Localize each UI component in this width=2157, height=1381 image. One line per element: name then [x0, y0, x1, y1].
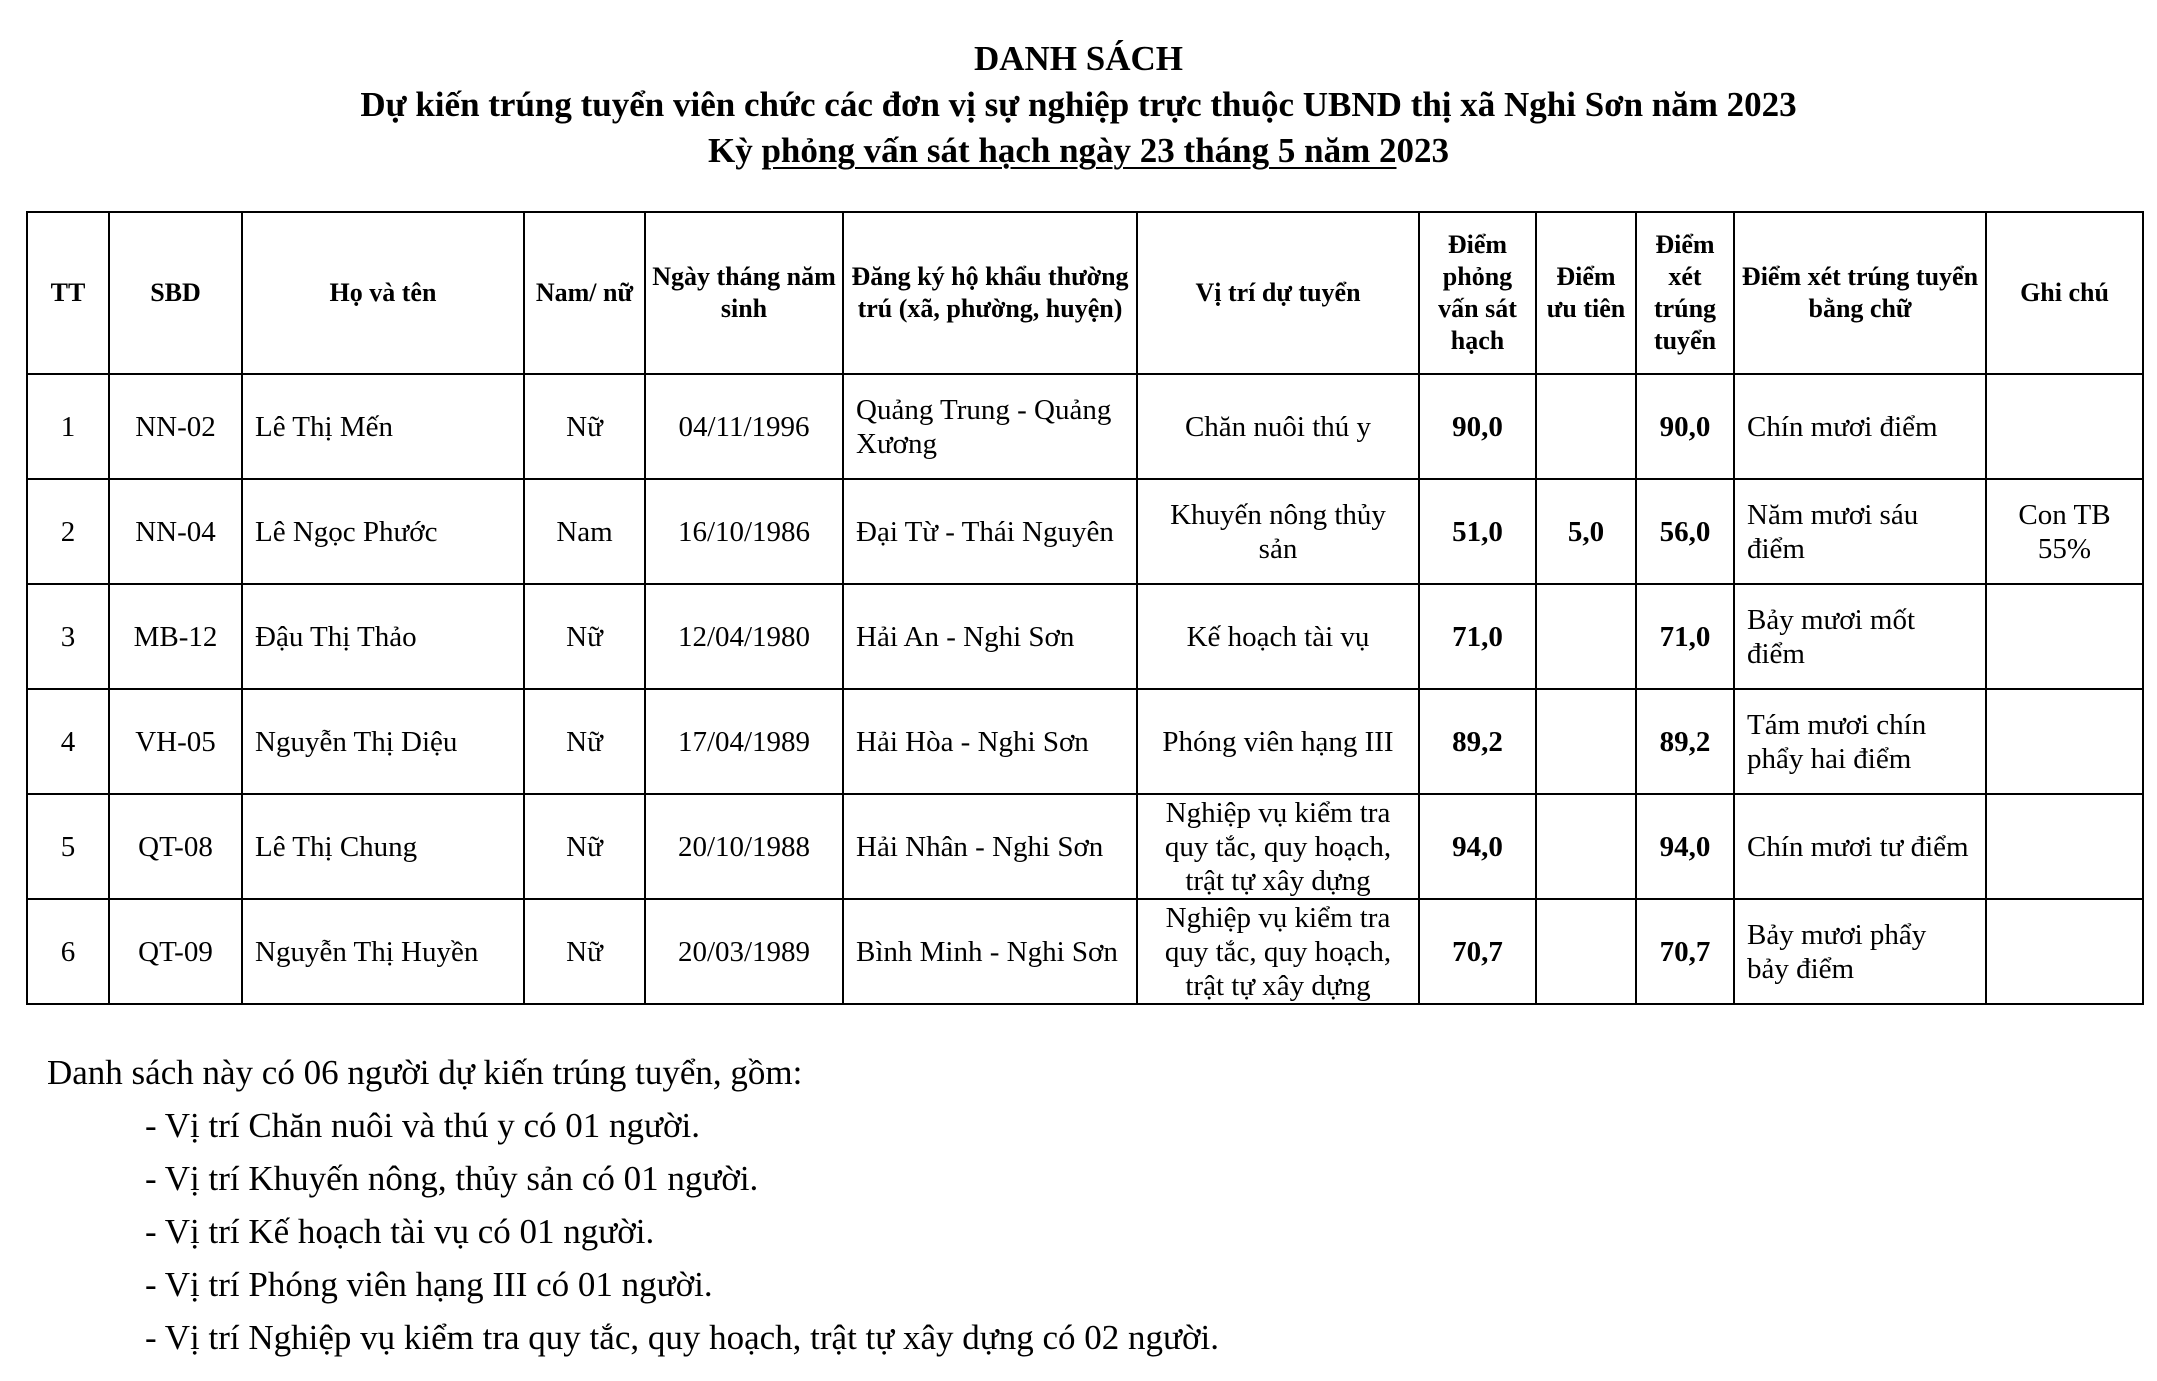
- cell-tt: 6: [27, 899, 109, 1004]
- title-line-3-underlined: phỏng vấn sát hạch ngày 23 tháng 5 năm 2: [761, 131, 1397, 170]
- cell-sbd: MB-12: [109, 584, 242, 689]
- header-score-in-words: Điểm xét trúng tuyển bằng chữ: [1734, 212, 1986, 374]
- cell-score-in-words: Năm mươi sáu điểm: [1734, 479, 1986, 584]
- summary-section: [47, 1046, 1219, 1364]
- cell-name: Lê Thị Mến: [242, 374, 524, 479]
- header-sbd: SBD: [109, 212, 242, 374]
- cell-priority-score: [1536, 584, 1636, 689]
- cell-tt: 1: [27, 374, 109, 479]
- cell-position: Chăn nuôi thú y: [1137, 374, 1419, 479]
- cell-name: Nguyễn Thị Huyền: [242, 899, 524, 1004]
- cell-priority-score: [1536, 374, 1636, 479]
- header-name: Họ và tên: [242, 212, 524, 374]
- cell-interview-score: 89,2: [1419, 689, 1536, 794]
- cell-tt: 2: [27, 479, 109, 584]
- cell-name: Lê Ngọc Phước: [242, 479, 524, 584]
- cell-score-in-words: Tám mươi chín phẩy hai điểm: [1734, 689, 1986, 794]
- header-note: Ghi chú: [1986, 212, 2143, 374]
- cell-position: Nghiệp vụ kiểm tra quy tắc, quy hoạch, trật tự xây dựng: [1137, 794, 1419, 899]
- cell-dob: 17/04/1989: [645, 689, 843, 794]
- summary-item: - Vị trí Chăn nuôi và thú y có 01 người.: [145, 1106, 700, 1145]
- cell-interview-score: 90,0: [1419, 374, 1536, 479]
- cell-tt: 3: [27, 584, 109, 689]
- cell-position: Kế hoạch tài vụ: [1137, 584, 1419, 689]
- title-line-2: Dự kiến trúng tuyển viên chức các đơn vị sự nghiệp trực thuộc UBND thị xã Nghi Sơn năm 2023: [360, 85, 1797, 124]
- cell-interview-score: 70,7: [1419, 899, 1536, 1004]
- cell-total-score: 90,0: [1636, 374, 1734, 479]
- summary-item: - Vị trí Phóng viên hạng III có 01 người.: [145, 1265, 713, 1304]
- candidate-table: [26, 211, 2144, 1005]
- cell-note: [1986, 794, 2143, 899]
- cell-interview-score: 51,0: [1419, 479, 1536, 584]
- cell-sbd: NN-02: [109, 374, 242, 479]
- table-row: [27, 794, 2143, 899]
- table-row: [27, 689, 2143, 794]
- header-dob: Ngày tháng năm sinh: [645, 212, 843, 374]
- cell-total-score: 94,0: [1636, 794, 1734, 899]
- table-row: [27, 899, 2143, 1004]
- cell-total-score: 70,7: [1636, 899, 1734, 1004]
- cell-note: [1986, 584, 2143, 689]
- cell-gender: Nữ: [524, 899, 645, 1004]
- cell-priority-score: [1536, 899, 1636, 1004]
- cell-total-score: 89,2: [1636, 689, 1734, 794]
- header-priority-score: Điểm ưu tiên: [1536, 212, 1636, 374]
- document-title: [0, 36, 2157, 174]
- cell-address: Hải Hòa - Nghi Sơn: [843, 689, 1137, 794]
- header-address: Đăng ký hộ khẩu thường trú (xã, phường, huyện): [843, 212, 1137, 374]
- cell-sbd: QT-09: [109, 899, 242, 1004]
- cell-score-in-words: Bảy mươi phẩy bảy điểm: [1734, 899, 1986, 1004]
- header-position: Vị trí dự tuyển: [1137, 212, 1419, 374]
- cell-score-in-words: Chín mươi điểm: [1734, 374, 1986, 479]
- cell-position: Khuyến nông thủy sản: [1137, 479, 1419, 584]
- cell-total-score: 71,0: [1636, 584, 1734, 689]
- summary-item: - Vị trí Khuyến nông, thủy sản có 01 người.: [145, 1159, 759, 1198]
- cell-priority-score: 5,0: [1536, 479, 1636, 584]
- cell-gender: Nữ: [524, 689, 645, 794]
- cell-tt: 4: [27, 689, 109, 794]
- cell-name: Lê Thị Chung: [242, 794, 524, 899]
- summary-item: - Vị trí Nghiệp vụ kiểm tra quy tắc, quy hoạch, trật tự xây dựng có 02 người.: [145, 1318, 1219, 1357]
- header-total-score: Điểm xét trúng tuyển: [1636, 212, 1734, 374]
- cell-position: Phóng viên hạng III: [1137, 689, 1419, 794]
- cell-sbd: QT-08: [109, 794, 242, 899]
- header-gender: Nam/ nữ: [524, 212, 645, 374]
- cell-note: [1986, 374, 2143, 479]
- cell-address: Bình Minh - Nghi Sơn: [843, 899, 1137, 1004]
- cell-interview-score: 71,0: [1419, 584, 1536, 689]
- cell-sbd: VH-05: [109, 689, 242, 794]
- summary-item: - Vị trí Kế hoạch tài vụ có 01 người.: [145, 1212, 655, 1251]
- cell-total-score: 56,0: [1636, 479, 1734, 584]
- summary-intro: Danh sách này có 06 người dự kiến trúng tuyển, gồm:: [47, 1053, 803, 1092]
- cell-address: Quảng Trung - Quảng Xương: [843, 374, 1137, 479]
- cell-priority-score: [1536, 689, 1636, 794]
- cell-tt: 5: [27, 794, 109, 899]
- title-line-3-prefix: Kỳ: [707, 131, 762, 170]
- cell-address: Hải An - Nghi Sơn: [843, 584, 1137, 689]
- cell-dob: 20/03/1989: [645, 899, 843, 1004]
- title-line-1: DANH SÁCH: [973, 39, 1184, 78]
- cell-name: Nguyễn Thị Diệu: [242, 689, 524, 794]
- cell-note: [1986, 689, 2143, 794]
- cell-score-in-words: Chín mươi tư điểm: [1734, 794, 1986, 899]
- cell-dob: 04/11/1996: [645, 374, 843, 479]
- title-line-3-suffix: 023: [1396, 131, 1449, 170]
- table-header-row: [27, 212, 2143, 374]
- cell-note: Con TB 55%: [1986, 479, 2143, 584]
- cell-dob: 12/04/1980: [645, 584, 843, 689]
- cell-sbd: NN-04: [109, 479, 242, 584]
- table-row: [27, 584, 2143, 689]
- cell-address: Đại Từ - Thái Nguyên: [843, 479, 1137, 584]
- cell-position: Nghiệp vụ kiểm tra quy tắc, quy hoạch, trật tự xây dựng: [1137, 899, 1419, 1004]
- cell-priority-score: [1536, 794, 1636, 899]
- cell-address: Hải Nhân - Nghi Sơn: [843, 794, 1137, 899]
- table-row: [27, 479, 2143, 584]
- cell-gender: Nữ: [524, 374, 645, 479]
- cell-gender: Nam: [524, 479, 645, 584]
- cell-interview-score: 94,0: [1419, 794, 1536, 899]
- cell-dob: 16/10/1986: [645, 479, 843, 584]
- cell-dob: 20/10/1988: [645, 794, 843, 899]
- cell-score-in-words: Bảy mươi mốt điểm: [1734, 584, 1986, 689]
- header-interview-score: Điểm phỏng vấn sát hạch: [1419, 212, 1536, 374]
- cell-name: Đậu Thị Thảo: [242, 584, 524, 689]
- table-row: [27, 374, 2143, 479]
- cell-gender: Nữ: [524, 584, 645, 689]
- title-line-3: [0, 128, 2157, 174]
- cell-note: [1986, 899, 2143, 1004]
- cell-gender: Nữ: [524, 794, 645, 899]
- header-tt: TT: [27, 212, 109, 374]
